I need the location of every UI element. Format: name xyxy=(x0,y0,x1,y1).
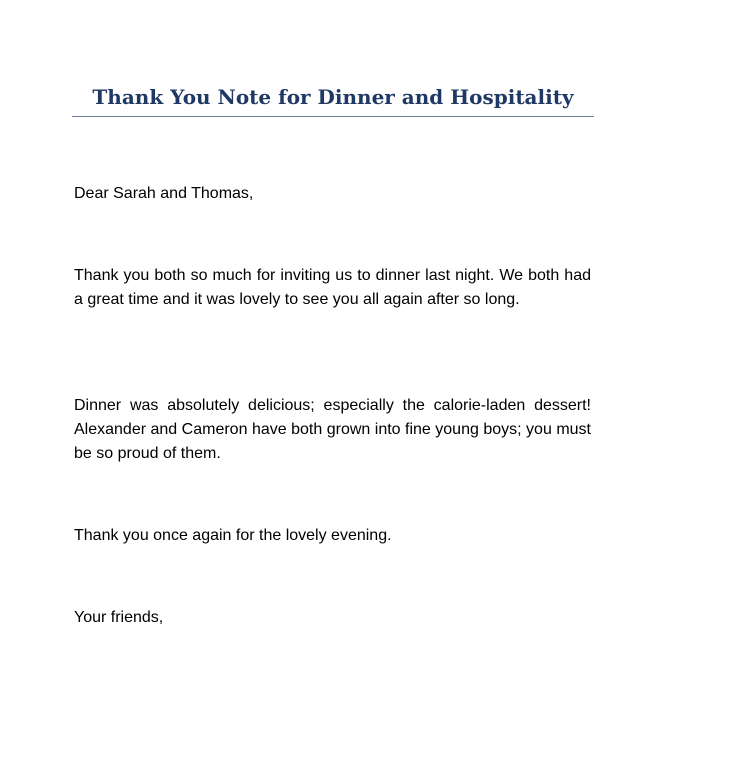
body-paragraph-2: Dinner was absolutely delicious; especially the calorie-laden dessert! Alexander and Cameron have both grown into fine young boys; you must be so proud of them. xyxy=(74,397,591,462)
page-title: Thank You Note for Dinner and Hospitality xyxy=(92,85,574,109)
body-paragraph-1: Thank you both so much for inviting us to dinner last night. We both had a great time and it was lovely to see you all again after so long. xyxy=(74,267,591,308)
title-underline-divider xyxy=(72,116,594,117)
greeting: Dear Sarah and Thomas, xyxy=(74,185,254,202)
body-paragraph-3: Thank you once again for the lovely evening. xyxy=(74,527,392,544)
closing-line: Your friends, xyxy=(74,609,164,626)
